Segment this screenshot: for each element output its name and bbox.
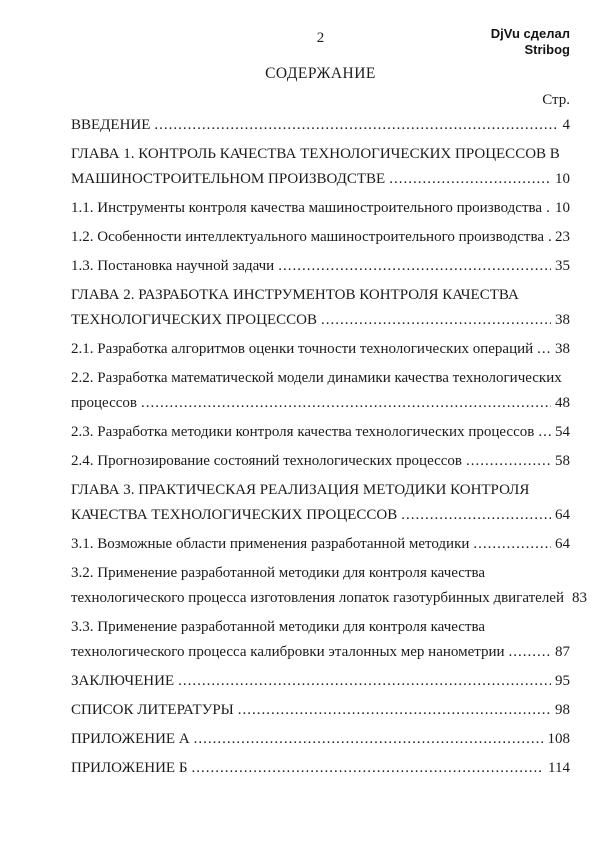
toc-page-number: 10	[555, 200, 570, 216]
page-content	[0, 66, 600, 781]
toc-entry	[71, 615, 570, 665]
toc-entry-text: процессов	[71, 395, 137, 411]
dot-leader	[548, 225, 551, 250]
dot-leader	[466, 449, 551, 474]
toc-entry-line	[71, 225, 570, 250]
toc-entry-line	[71, 283, 570, 308]
toc-page-number: 87	[555, 644, 570, 660]
toc-entry	[71, 196, 570, 221]
toc-entry	[71, 420, 570, 445]
toc-entry-line	[71, 669, 570, 694]
toc-entry-line	[71, 113, 570, 138]
dot-leader	[321, 308, 551, 333]
dot-leader	[238, 698, 551, 723]
toc-page-number: 38	[555, 312, 570, 328]
toc-page-number: 108	[547, 731, 570, 747]
toc-entry-line	[71, 756, 570, 781]
toc-page-number: 10	[555, 171, 570, 187]
toc-entry-line	[71, 561, 570, 586]
watermark-line-1: DjVu сделал	[490, 26, 570, 41]
toc-entry-line	[71, 640, 570, 665]
toc-entry-text: ТЕХНОЛОГИЧЕСКИХ ПРОЦЕССОВ	[71, 312, 317, 328]
toc-entry-text: ВВЕДЕНИЕ	[71, 117, 151, 133]
toc-entry-line	[71, 478, 570, 503]
toc-entry	[71, 727, 570, 752]
dot-leader	[178, 669, 551, 694]
toc-entry	[71, 225, 570, 250]
toc-entry-text: 2.4. Прогнозирование состояний технологических процессов	[71, 453, 463, 469]
toc-entry-text: МАШИНОСТРОИТЕЛЬНОМ ПРОИЗВОДСТВЕ	[71, 171, 386, 187]
toc-entry-text: ЗАКЛЮЧЕНИЕ	[71, 673, 175, 689]
toc-entry-text: ПРИЛОЖЕНИЕ Б	[71, 760, 188, 776]
toc-entry-line	[71, 449, 570, 474]
toc-entry	[71, 561, 587, 611]
toc-entry-line	[71, 196, 570, 221]
toc-page-number: 64	[555, 536, 570, 552]
toc-page-number: 114	[548, 760, 570, 776]
toc-entry	[71, 366, 570, 416]
toc-page-number: 23	[555, 229, 570, 245]
toc-entry-text: 2.1. Разработка алгоритмов оценки точности технологических операций	[71, 341, 534, 357]
toc-entry-line	[71, 503, 570, 528]
toc-entry	[71, 254, 570, 279]
toc-entry-text: 2.3. Разработка методики контроля качества технологических процессов	[71, 424, 535, 440]
dot-leader	[141, 391, 551, 416]
toc-entry-text: 3.2. Применение разработанной методики для контроля качества	[71, 565, 486, 581]
toc-page-number: 48	[555, 395, 570, 411]
dot-leader	[537, 337, 551, 362]
dot-leader	[191, 756, 544, 781]
toc-entry-line	[71, 698, 570, 723]
watermark-line-2: Stribog	[524, 42, 570, 57]
toc-entry	[71, 756, 570, 781]
dot-leader	[538, 420, 551, 445]
toc-entry-text: 1.2. Особенности интеллектуального машиностроительного производства	[71, 229, 545, 245]
toc-entry-line	[71, 391, 570, 416]
toc-entry-line	[71, 308, 570, 333]
toc-page-number: 4	[562, 117, 570, 133]
toc-entry-text: технологического процесса изготовления лопаток газотурбинных двигателей	[71, 590, 564, 606]
toc-entry-line	[71, 337, 570, 362]
toc-entry-line	[71, 727, 570, 752]
toc-entry-text: СПИСОК ЛИТЕРАТУРЫ	[71, 702, 234, 718]
toc-entry-line	[71, 366, 570, 391]
toc-entry-text: ГЛАВА 3. ПРАКТИЧЕСКАЯ РЕАЛИЗАЦИЯ МЕТОДИКИ КОНТРОЛЯ	[71, 482, 530, 498]
toc-entry-text: 2.2. Разработка математической модели динамики качества технологических	[71, 370, 562, 386]
toc-entry-line	[71, 254, 570, 279]
page-number: 2	[316, 30, 325, 46]
toc-entry	[71, 142, 570, 192]
toc-page-number: 64	[555, 507, 570, 523]
toc-entry-text: ПРИЛОЖЕНИЕ А	[71, 731, 190, 747]
dot-leader	[278, 254, 551, 279]
page-column-label: Стр.	[542, 92, 570, 108]
toc-entry	[71, 532, 570, 557]
dot-leader	[473, 532, 551, 557]
dot-leader	[401, 503, 551, 528]
toc-entry-line	[71, 142, 570, 167]
toc-entry-text: ГЛАВА 2. РАЗРАБОТКА ИНСТРУМЕНТОВ КОНТРОЛЯ КАЧЕСТВА	[71, 287, 519, 303]
toc-entry	[71, 337, 570, 362]
toc-entry	[71, 113, 570, 138]
toc-entry-line	[71, 532, 570, 557]
toc-entry	[71, 669, 570, 694]
toc-entry	[71, 449, 570, 474]
toc-entry-line	[71, 167, 570, 192]
table-of-contents	[71, 113, 587, 781]
dot-leader	[546, 196, 551, 221]
toc-entry-line	[71, 420, 570, 445]
toc-entry-text: технологического процесса калибровки эталонных мер нанометрии	[71, 644, 505, 660]
toc-entry-text: 1.3. Постановка научной задачи	[71, 258, 275, 274]
page-title: СОДЕРЖАНИЕ	[265, 65, 376, 82]
toc-entry-text: 3.1. Возможные области применения разработанной методики	[71, 536, 470, 552]
toc-page-number: 95	[555, 673, 570, 689]
toc-entry-text: КАЧЕСТВА ТЕХНОЛОГИЧЕСКИХ ПРОЦЕССОВ	[71, 507, 398, 523]
toc-entry-text: 3.3. Применение разработанной методики для контроля качества	[71, 619, 486, 635]
toc-entry	[71, 698, 570, 723]
toc-entry-line	[71, 615, 570, 640]
toc-entry-line	[71, 586, 587, 611]
toc-entry	[71, 478, 570, 528]
toc-page-number: 35	[555, 258, 570, 274]
toc-page-number: 58	[555, 453, 570, 469]
toc-entry	[71, 283, 570, 333]
toc-page-number: 54	[555, 424, 570, 440]
dot-leader	[509, 640, 551, 665]
toc-page-number: 98	[555, 702, 570, 718]
dot-leader	[154, 113, 558, 138]
dot-leader	[389, 167, 551, 192]
dot-leader	[194, 727, 544, 752]
toc-page-number: 83	[572, 590, 587, 606]
toc-page-number: 38	[555, 341, 570, 357]
toc-entry-text: ГЛАВА 1. КОНТРОЛЬ КАЧЕСТВА ТЕХНОЛОГИЧЕСКИХ ПРОЦЕССОВ В	[71, 146, 560, 162]
toc-entry-text: 1.1. Инструменты контроля качества машиностроительного производства	[71, 200, 543, 216]
